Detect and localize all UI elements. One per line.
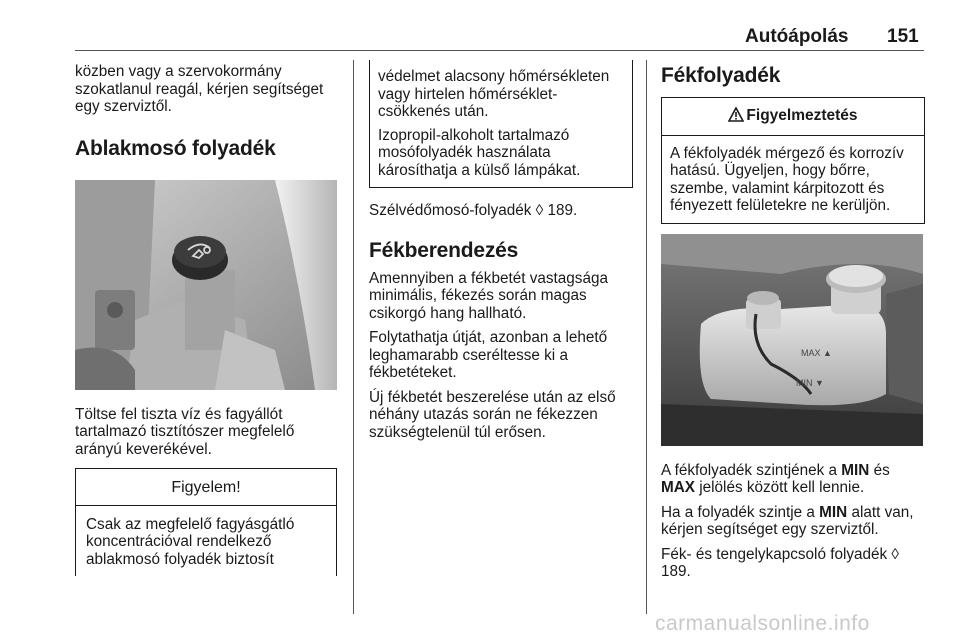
- warning-title-row: [662, 98, 924, 136]
- text-run: A fékfolyadék szintjének a: [661, 461, 842, 479]
- column-2: [369, 60, 633, 448]
- notice-title: Figyelem!: [76, 469, 336, 506]
- instruction-paragraph: Töltse fel tiszta víz és fagyállót tartalmazó tisztítószer megfelelő arányú keverékével.: [75, 405, 295, 458]
- warning-text: A fékfolyadék mérgező és korrozív hatású. Ügyeljen, hogy bőrre, szembe, valamint kárpitozott és fényezett felületekre ne kerüljön.: [670, 144, 904, 214]
- section-heading-washer-fluid: Ablakmosó folyadék: [75, 136, 276, 160]
- notice-box-continued: [369, 60, 633, 188]
- warning-box: [661, 97, 925, 224]
- section-heading-brake-system: Fékberendezés: [369, 238, 519, 262]
- warning-title: Figyelmeztetés: [746, 107, 858, 124]
- column-divider: [353, 60, 354, 614]
- header-rule: [75, 50, 924, 51]
- min-mark-label: MIN ▼: [796, 377, 824, 388]
- brake-fluid-paragraph-1: [661, 462, 925, 497]
- intro-paragraph: közben vagy a szervokormány szokatlanul reagál, kérjen segítséget egy szerviztől.: [75, 63, 324, 115]
- brake-paragraph-2: Folytathatja útját, azonban a lehető leghamarabb cseréltesse ki a fékbetéteket.: [369, 329, 608, 381]
- min-keyword: MIN: [819, 503, 848, 521]
- text-run: és: [869, 461, 890, 479]
- max-mark-label: MAX ▲: [801, 347, 832, 358]
- section-heading-brake-fluid: Fékfolyadék: [661, 64, 781, 87]
- cross-reference: Szélvédőmosó-folyadék ◊ 189.: [369, 202, 578, 219]
- notice-box: [75, 468, 337, 576]
- brake-fluid-photo: [661, 234, 923, 446]
- notice-continued-text: védelmet alacsony hőmérsékleten vagy hirtelen hőmérséklet-csökkenés után.: [378, 68, 610, 120]
- brake-fluid-paragraph-2: [661, 504, 925, 539]
- running-header-title: Autóápolás: [745, 26, 849, 47]
- max-keyword: MAX: [661, 479, 695, 496]
- min-keyword: MIN: [841, 461, 870, 479]
- brake-paragraph-1: Amennyiben a fékbetét vastagsága minimális, fékezés során magas csikorgó hang hallható.: [369, 269, 608, 322]
- washer-fluid-photo: [75, 180, 337, 390]
- column-3: [661, 63, 925, 588]
- notice-body: Csak az megfelelő fagyásgátló koncentrációval rendelkező ablakmosó folyadék biztosít: [86, 515, 295, 568]
- column-1: [75, 63, 337, 576]
- text-run: jelölés között kell lennie.: [695, 479, 865, 496]
- watermark: carmanualsonline.info: [655, 612, 870, 635]
- notice-continued-text-2: Izopropil-alkoholt tartalmazó mosófolyadék használata károsíthatja a külső lámpákat.: [378, 126, 581, 179]
- brake-fluid-cross-reference: Fék- és tengelykapcsoló folyadék ◊ 189.: [661, 545, 899, 580]
- warning-body: [662, 136, 924, 223]
- text-run: Ha a folyadék szintje a: [661, 503, 820, 521]
- column-divider: [646, 60, 647, 614]
- warning-triangle-icon: [728, 107, 744, 127]
- brake-paragraph-3: Új fékbetét beszerelése után az első néhány utazás során ne fékezzen szükségtelenül túl erősen.: [369, 388, 616, 441]
- text-run: alatt van, kérjen segítséget egy szerviztől.: [661, 503, 914, 538]
- page-number: 151: [887, 26, 919, 47]
